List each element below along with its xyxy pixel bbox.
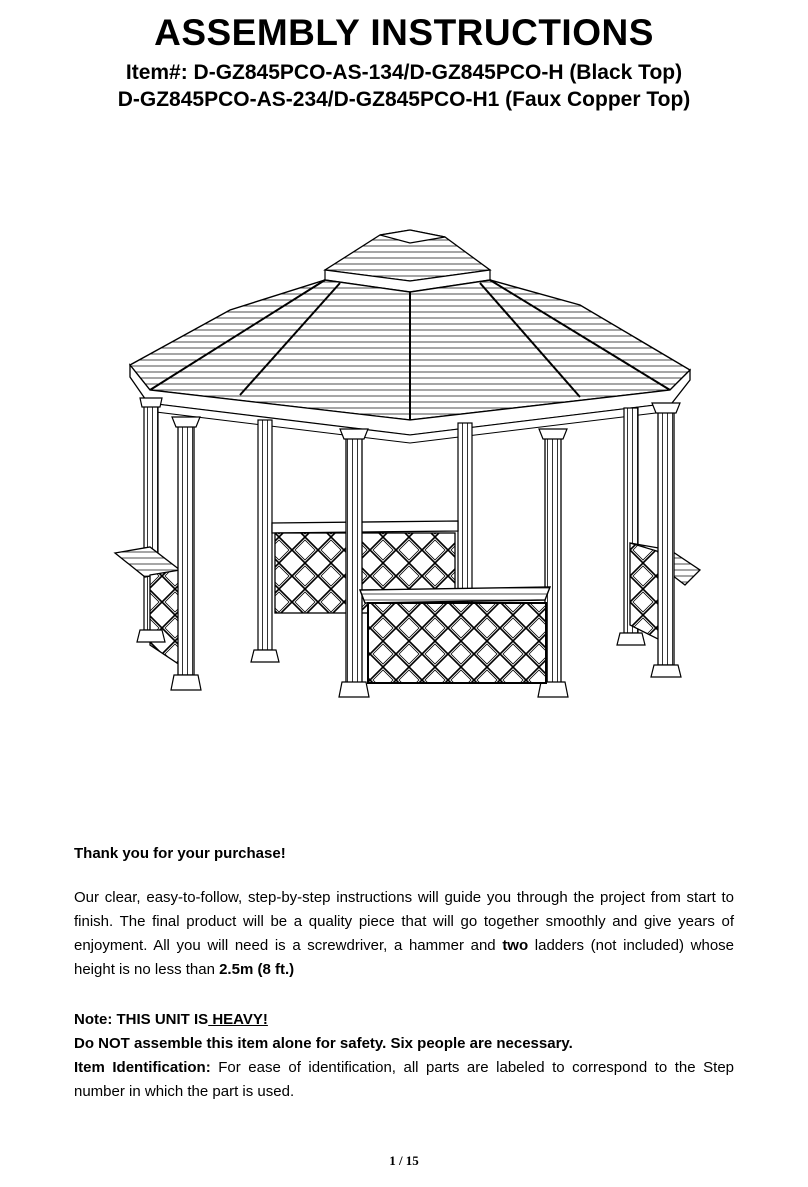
item-number-line-2: D-GZ845PCO-AS-234/D-GZ845PCO-H1 (Faux Copper Top) bbox=[117, 88, 691, 111]
note-heavy: HEAVY! bbox=[208, 1011, 268, 1028]
note-prefix: Note: THIS UNIT IS bbox=[74, 1011, 209, 1028]
thank-you-heading: Thank you for your purchase! bbox=[74, 845, 286, 862]
item-number-line-1: Item#: D-GZ845PCO-AS-134/D-GZ845PCO-H (Black Top) bbox=[125, 61, 683, 84]
intro-text-1: Our clear, easy-to-follow, step-by-step instructions will guide you through the project from start to finish. The final product will be a quality piece that will go together smoothly and give years of enjoyment. All you will need is a screwdriver, a hammer and bbox=[74, 889, 734, 954]
item-identification bbox=[74, 1056, 734, 1104]
notes-section bbox=[74, 1008, 734, 1104]
intro-text-2: ladders (not included) whose height is no less than bbox=[74, 937, 735, 978]
gazebo-illustration bbox=[110, 225, 710, 705]
document-title: ASSEMBLY INSTRUCTIONS bbox=[154, 12, 654, 53]
ladder-height: 2.5m (8 ft.) bbox=[219, 961, 295, 978]
safety-warning: Do NOT assemble this item alone for safety. Six people are necessary. bbox=[74, 1035, 573, 1052]
page-number: 1 / 15 bbox=[389, 1153, 419, 1168]
ladder-count: two bbox=[502, 937, 529, 954]
item-id-text: For ease of identification, all parts are labeled to correspond to the Step number in which the part is used. bbox=[74, 1059, 735, 1100]
intro-paragraph bbox=[74, 886, 734, 982]
heavy-note bbox=[74, 1008, 734, 1032]
item-id-label: Item Identification: bbox=[74, 1059, 211, 1076]
front-bench bbox=[360, 587, 550, 683]
